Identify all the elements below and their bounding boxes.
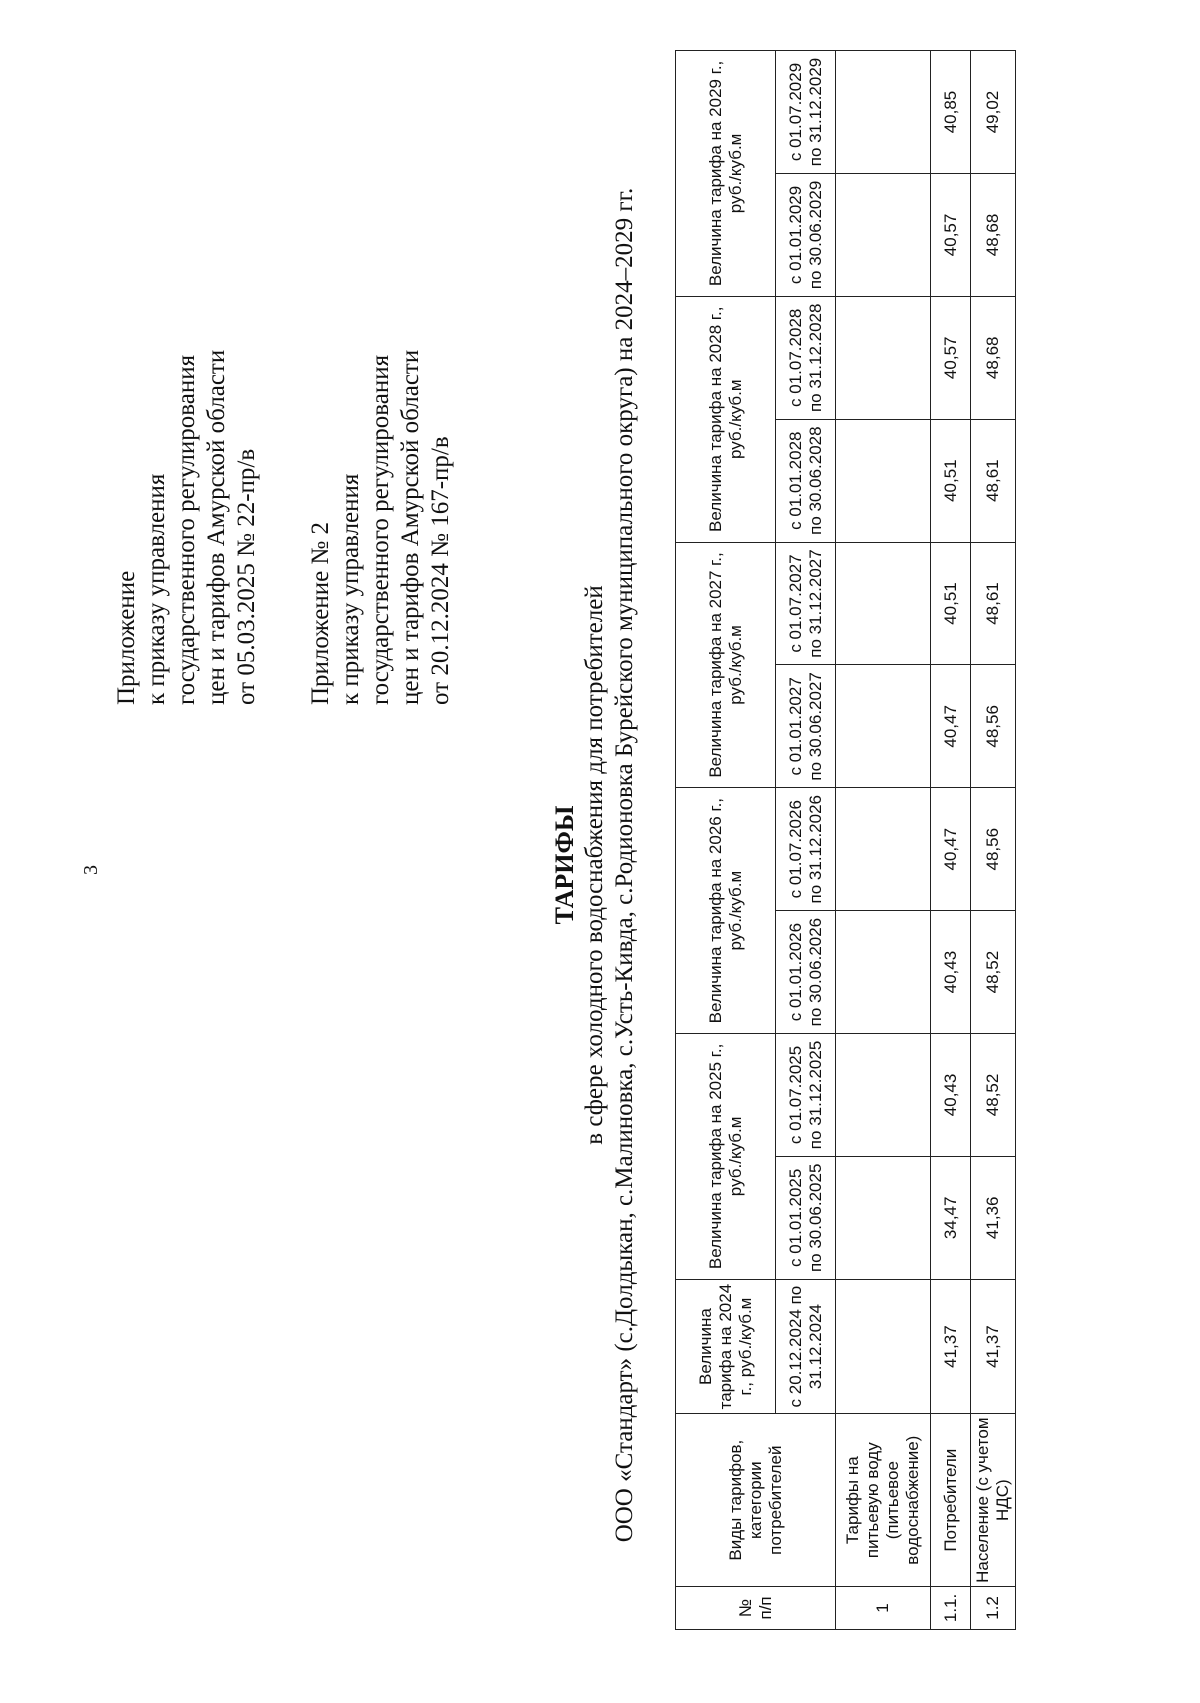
header-period: с 01.07.2027 по 31.12.2027	[776, 542, 836, 665]
header-period: с 01.01.2026 по 30.06.2026	[776, 911, 836, 1034]
tariff-value: 41,37	[971, 1279, 1016, 1414]
header-category: Виды тарифов, категории потребителей	[676, 1414, 836, 1586]
title-main: ТАРИФЫ	[550, 805, 579, 925]
approval-line: государственного регулирования	[173, 354, 200, 705]
header-year-2027: Величина тарифа на 2027 г., руб./куб.м	[676, 542, 776, 788]
header-year-2026: Величина тарифа на 2026 г., руб./куб.м	[676, 788, 776, 1034]
header-year-2029: Величина тарифа на 2029 г., руб./куб.м	[676, 51, 776, 297]
header-period: с 20.12.2024 по 31.12.2024	[776, 1279, 836, 1414]
table-row	[836, 51, 931, 1630]
tariff-value: 48,68	[971, 174, 1016, 297]
title-subject: в сфере холодного водоснабжения для потребителей	[581, 585, 608, 1145]
row-number: 1.1.	[931, 1586, 971, 1629]
tariff-value: 48,68	[971, 296, 1016, 419]
tariff-value	[836, 1034, 931, 1157]
approval-line: Приложение № 2	[307, 521, 334, 705]
header-period: с 01.01.2028 по 30.06.2028	[776, 419, 836, 542]
tariff-value: 48,52	[971, 911, 1016, 1034]
tariff-value	[836, 296, 931, 419]
row-category: Тарифы на питьевую воду (питьевое водоснабжение)	[836, 1414, 931, 1586]
approval-line: к приказу управления	[337, 473, 364, 705]
header-year-2024: Величина тарифа на 2024 г., руб./куб.м	[676, 1279, 776, 1414]
tariff-value: 41,37	[931, 1279, 971, 1414]
approval-line: к приказу управления	[143, 473, 170, 705]
approval-line: цен и тарифов Амурской области	[203, 349, 230, 705]
table-row	[931, 51, 971, 1630]
document-title	[550, 45, 640, 1685]
tariff-value	[836, 665, 931, 788]
tariff-value: 48,61	[971, 542, 1016, 665]
header-period: с 01.01.2025 по 30.06.2025	[776, 1156, 836, 1279]
tariff-value: 40,43	[931, 1034, 971, 1157]
tariff-value: 34,47	[931, 1156, 971, 1279]
tariff-value	[836, 419, 931, 542]
header-period: с 01.07.2025 по 31.12.2025	[776, 1034, 836, 1157]
approval-line: от 05.03.2025 № 22-пр/в	[233, 448, 260, 705]
header-period: с 01.01.2029 по 30.06.2029	[776, 174, 836, 297]
tariff-value: 40,51	[931, 542, 971, 665]
tariff-table	[675, 50, 1016, 1630]
tariff-value: 40,47	[931, 665, 971, 788]
tariff-value: 48,61	[971, 419, 1016, 542]
row-category: Население (с учетом НДС)	[971, 1414, 1016, 1586]
approval-line: Приложение	[113, 570, 140, 705]
title-organization: ООО «Стандарт» (с.Долдыкан, с.Малиновка, с.Усть-Кивда, с.Родионовка Бурейского муниципального округа) на 2024–2029 гг.	[611, 187, 638, 1543]
header-period: с 01.07.2029 по 31.12.2029	[776, 51, 836, 174]
tariff-value: 41,36	[971, 1156, 1016, 1279]
tariff-value: 40,47	[931, 788, 971, 911]
tariff-value	[836, 542, 931, 665]
header-num: № п/п	[676, 1586, 836, 1629]
row-category: Потребители	[931, 1414, 971, 1586]
header-period: с 01.01.2027 по 30.06.2027	[776, 665, 836, 788]
table-row	[971, 51, 1016, 1630]
approval-line: цен и тарифов Амурской области	[397, 349, 424, 705]
tariff-value	[836, 1279, 931, 1414]
header-period: с 01.07.2028 по 31.12.2028	[776, 296, 836, 419]
tariff-value	[836, 174, 931, 297]
tariff-value	[836, 788, 931, 911]
table-period-row	[776, 51, 836, 1630]
table-header-row	[676, 51, 776, 1630]
tariff-value: 48,56	[971, 665, 1016, 788]
page-number: 3	[80, 865, 102, 875]
approval-line: от 20.12.2024 № 167-пр/в	[427, 436, 454, 705]
tariff-value: 40,85	[931, 51, 971, 174]
tariff-value: 40,57	[931, 174, 971, 297]
header-year-2028: Величина тарифа на 2028 г., руб./куб.м	[676, 296, 776, 542]
tariff-value: 48,56	[971, 788, 1016, 911]
row-number: 1.2	[971, 1586, 1016, 1629]
tariff-value: 48,52	[971, 1034, 1016, 1157]
tariff-value: 40,43	[931, 911, 971, 1034]
tariff-value	[836, 911, 931, 1034]
tariff-value	[836, 51, 931, 174]
row-number: 1	[836, 1586, 931, 1629]
rotated-sheet	[20, 45, 1180, 1685]
approval-note-current	[112, 350, 262, 705]
approval-note-original	[306, 350, 456, 705]
header-year-2025: Величина тарифа на 2025 г., руб./куб.м	[676, 1034, 776, 1280]
tariff-value: 40,57	[931, 296, 971, 419]
header-period: с 01.07.2026 по 31.12.2026	[776, 788, 836, 911]
approval-line: государственного регулирования	[367, 354, 394, 705]
tariff-value: 40,51	[931, 419, 971, 542]
tariff-value	[836, 1156, 931, 1279]
tariff-value: 49,02	[971, 51, 1016, 174]
